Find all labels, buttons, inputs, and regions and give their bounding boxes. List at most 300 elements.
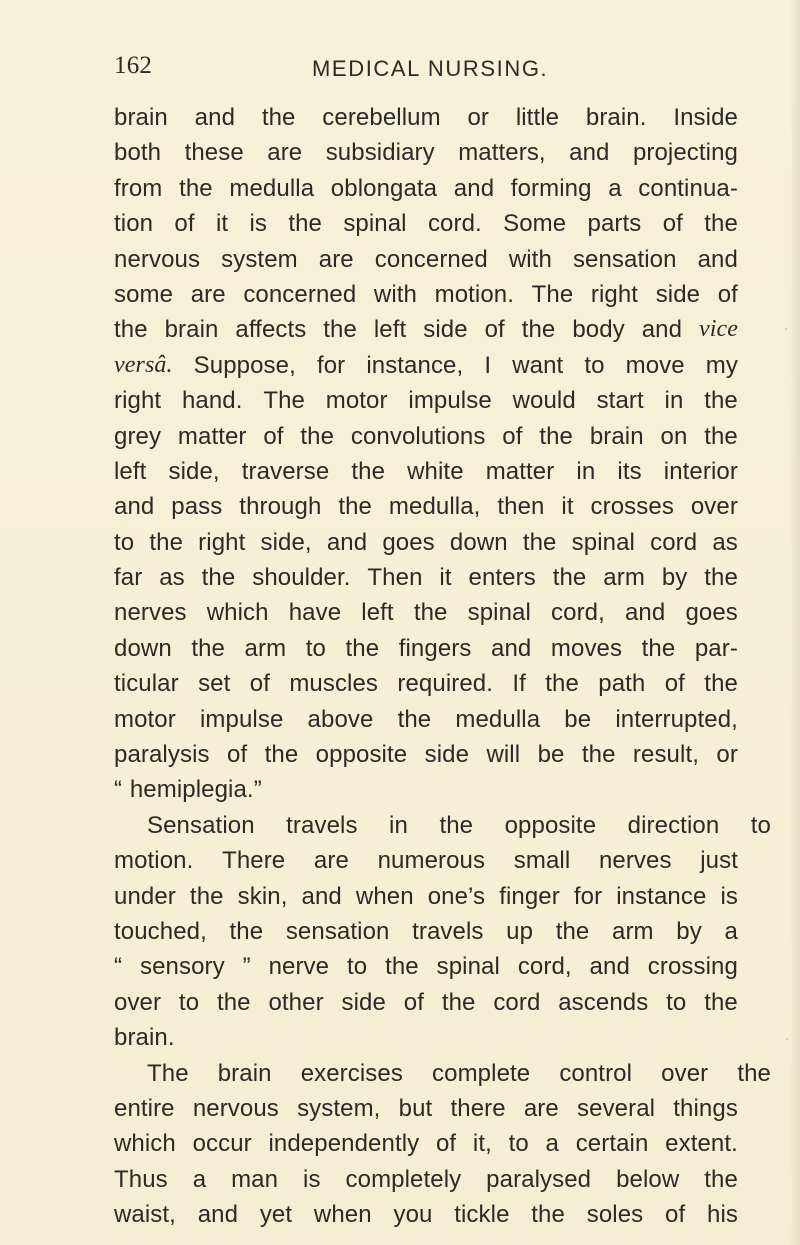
word: to xyxy=(750,811,771,839)
word: both xyxy=(114,139,162,167)
word: the xyxy=(216,988,251,1016)
word: or xyxy=(716,741,738,769)
word: of xyxy=(484,316,505,344)
word: the xyxy=(114,316,148,344)
word: matter xyxy=(485,457,555,485)
word: opposite xyxy=(315,741,408,769)
word: side xyxy=(423,316,468,344)
word: the xyxy=(338,493,372,521)
word: goes xyxy=(382,528,435,556)
word: side, xyxy=(168,457,220,485)
word: There xyxy=(222,847,286,875)
word: of xyxy=(664,670,685,698)
word: the xyxy=(581,741,616,769)
text-line-30 xyxy=(114,1126,738,1161)
word: matter xyxy=(177,422,247,450)
word: will xyxy=(486,741,521,769)
word: concerned xyxy=(374,245,488,273)
word: fingers xyxy=(398,634,472,662)
word: crosses xyxy=(590,493,674,521)
word: below xyxy=(616,1165,680,1193)
text-line-29 xyxy=(114,1091,738,1126)
word: nerves xyxy=(598,847,672,875)
text-line-15 xyxy=(114,595,738,630)
text-line-2 xyxy=(114,135,738,170)
word: The xyxy=(263,387,305,415)
word: travels xyxy=(286,811,358,839)
text-line-16 xyxy=(114,631,738,666)
word: body xyxy=(572,316,625,344)
word: far xyxy=(114,564,143,592)
text-line-3 xyxy=(114,171,738,206)
word: of xyxy=(263,422,284,450)
word: spinal xyxy=(436,953,500,981)
word: in xyxy=(576,457,596,485)
word: occur xyxy=(192,1130,252,1158)
paper-speck xyxy=(418,1176,420,1178)
word: is xyxy=(249,210,268,238)
word: of xyxy=(403,988,424,1016)
word: right xyxy=(590,280,639,308)
word: in xyxy=(664,387,684,415)
word: the xyxy=(704,564,738,592)
word: yet xyxy=(259,1201,293,1229)
word: down xyxy=(449,528,508,556)
word: and xyxy=(453,174,495,202)
word: nervous xyxy=(114,245,201,273)
word: completely xyxy=(345,1165,462,1193)
word: the xyxy=(261,104,296,131)
word: extent. xyxy=(665,1130,738,1158)
word: Sensation xyxy=(147,811,255,839)
word: result, xyxy=(632,741,699,769)
word: cerebellum xyxy=(322,104,441,131)
word: tickle xyxy=(454,1201,510,1229)
text-line-1 xyxy=(114,100,738,135)
word: motor xyxy=(325,387,388,415)
word: the xyxy=(545,670,579,698)
word: a xyxy=(608,174,622,202)
word: interrupted, xyxy=(615,705,738,733)
word: paralysed xyxy=(486,1165,592,1193)
word: the xyxy=(522,528,557,556)
word: the xyxy=(641,634,676,662)
word: start xyxy=(596,387,644,415)
word: matters, xyxy=(458,139,546,167)
word: moves xyxy=(550,634,623,662)
word: finger xyxy=(499,882,560,910)
word: above xyxy=(307,705,374,733)
word: its xyxy=(617,457,642,485)
word: you xyxy=(393,1201,433,1229)
word: are xyxy=(190,280,226,308)
text-line-9 xyxy=(114,383,738,418)
text-line-10 xyxy=(114,419,738,454)
word: oblongata xyxy=(330,174,438,202)
word: cord, xyxy=(517,953,572,981)
word: the xyxy=(351,457,386,485)
word: If xyxy=(512,670,526,698)
word: the xyxy=(704,670,738,698)
word: and xyxy=(326,528,368,556)
word: convolutions xyxy=(350,422,486,450)
paper-speck xyxy=(785,328,787,330)
word: to xyxy=(508,1130,529,1158)
word: to xyxy=(178,988,200,1016)
word: parts xyxy=(587,210,642,238)
word: over xyxy=(690,493,738,521)
word: cord. xyxy=(427,210,482,238)
body-text xyxy=(114,100,771,1233)
word: other xyxy=(268,988,324,1016)
word: hand. xyxy=(181,387,243,415)
word: and xyxy=(197,1201,239,1229)
word: my xyxy=(705,351,738,379)
word: man xyxy=(231,1165,279,1193)
text-line-22 xyxy=(114,843,738,878)
word: Inside xyxy=(673,104,738,131)
word: impulse xyxy=(408,387,492,415)
word: required. xyxy=(397,670,494,698)
word: and xyxy=(491,634,532,662)
word: Some xyxy=(503,210,567,238)
word: and xyxy=(114,493,155,521)
word: the xyxy=(179,174,213,202)
word: on xyxy=(660,422,688,450)
word: Then xyxy=(367,564,423,592)
word: brain xyxy=(164,316,219,344)
word: sensation xyxy=(285,917,390,945)
word: are xyxy=(313,847,349,875)
word: nerve xyxy=(268,953,330,981)
word: it xyxy=(215,210,229,238)
word: medulla, xyxy=(388,493,481,521)
word: for xyxy=(573,882,603,910)
word: paralysis xyxy=(114,741,210,769)
word: of xyxy=(502,422,523,450)
word: to xyxy=(666,988,687,1016)
text-line-8 xyxy=(114,348,738,383)
word: arm xyxy=(244,634,287,662)
word: and xyxy=(624,599,666,627)
word: soles xyxy=(586,1201,644,1229)
word: the xyxy=(737,1059,771,1087)
page-header xyxy=(114,52,740,84)
word: which xyxy=(114,1130,176,1158)
word: as xyxy=(712,528,738,556)
word: and xyxy=(194,104,236,131)
text-line-20: “ hemiplegia.” xyxy=(114,776,262,804)
word: brain xyxy=(589,422,644,450)
word: up xyxy=(506,917,534,945)
word: the xyxy=(521,316,556,344)
word: it xyxy=(439,564,452,592)
word: travels xyxy=(412,917,484,945)
word: through xyxy=(239,493,322,521)
word: as xyxy=(159,564,185,592)
word: “ xyxy=(114,953,123,981)
word: impulse xyxy=(200,705,284,733)
word: the xyxy=(345,634,380,662)
word: sensation xyxy=(572,245,677,273)
text-line-23 xyxy=(114,879,738,914)
word: the xyxy=(189,882,224,910)
paper-speck xyxy=(786,1038,788,1040)
word: tion xyxy=(114,210,154,238)
word: exercises xyxy=(300,1059,403,1087)
running-head: MEDICAL NURSING. xyxy=(312,56,549,81)
word: white xyxy=(407,457,464,485)
word: just xyxy=(700,847,738,875)
italic-word: vice xyxy=(698,316,738,343)
word: which xyxy=(206,599,269,627)
text-line-11 xyxy=(114,454,738,489)
word: arm xyxy=(612,917,654,945)
word: the xyxy=(552,564,587,592)
word: there xyxy=(450,1094,506,1122)
word: over xyxy=(661,1059,709,1087)
word: the xyxy=(704,988,738,1016)
word: move xyxy=(625,351,685,379)
word: instance xyxy=(616,882,707,910)
word: spinal xyxy=(343,210,407,238)
italic-word: versâ. xyxy=(114,351,173,378)
word: the xyxy=(300,422,335,450)
word: shoulder. xyxy=(252,564,351,592)
word: path xyxy=(598,670,646,698)
word: ticular xyxy=(114,670,179,698)
word: several xyxy=(577,1094,656,1122)
word: nerves xyxy=(114,599,187,627)
word: the xyxy=(323,316,357,344)
word: ascends xyxy=(558,988,649,1016)
word: to xyxy=(114,528,135,556)
word: with xyxy=(373,280,417,308)
word: par- xyxy=(694,634,738,662)
word: nervous xyxy=(192,1094,279,1122)
word: the xyxy=(191,634,225,662)
word: Suppose, xyxy=(193,351,296,379)
word: side, xyxy=(260,528,312,556)
word: and xyxy=(301,882,342,910)
word: the xyxy=(704,210,738,238)
word: certain xyxy=(575,1130,649,1158)
word: the xyxy=(149,528,184,556)
word: the xyxy=(439,811,474,839)
word: is xyxy=(303,1165,321,1193)
word: his xyxy=(707,1201,738,1229)
word: to xyxy=(346,953,368,981)
word: by xyxy=(661,564,688,592)
word: are xyxy=(523,1094,559,1122)
word: side xyxy=(424,741,470,769)
word: a xyxy=(724,917,738,945)
word: the xyxy=(539,422,573,450)
word: in xyxy=(389,811,408,839)
word: when xyxy=(355,882,414,910)
word: are xyxy=(318,245,354,273)
word: left xyxy=(361,599,394,627)
word: to xyxy=(305,634,326,662)
word: side xyxy=(341,988,386,1016)
word: of xyxy=(665,1201,686,1229)
word: and xyxy=(589,953,630,981)
word: the xyxy=(555,917,590,945)
word: some xyxy=(114,280,174,308)
word: to xyxy=(584,351,605,379)
word: from xyxy=(114,174,163,202)
word: of xyxy=(249,670,270,698)
word: over xyxy=(114,988,162,1016)
word: concerned xyxy=(243,280,357,308)
word: right xyxy=(198,528,246,556)
word: cord xyxy=(493,988,541,1016)
word: independently xyxy=(268,1130,420,1158)
word: traverse xyxy=(241,457,330,485)
word: grey xyxy=(114,422,162,450)
word: control xyxy=(559,1059,633,1087)
word: right xyxy=(114,387,162,415)
word: for xyxy=(316,351,346,379)
word: would xyxy=(512,387,576,415)
word: of xyxy=(174,210,195,238)
word: cord xyxy=(650,528,698,556)
word: direction xyxy=(627,811,720,839)
word: of xyxy=(717,280,738,308)
word: muscles xyxy=(289,670,379,698)
word: the xyxy=(385,953,419,981)
word: side xyxy=(655,280,701,308)
word: left xyxy=(373,316,407,344)
word: one’s xyxy=(427,882,486,910)
word: brain. xyxy=(585,104,647,131)
word: continua- xyxy=(638,174,738,202)
word: ” xyxy=(242,953,251,981)
word: are xyxy=(267,139,303,167)
word: the xyxy=(704,422,738,450)
word: it, xyxy=(472,1130,492,1158)
word: skin, xyxy=(237,882,288,910)
text-line-28 xyxy=(114,1056,771,1091)
word: brain xyxy=(114,104,168,131)
word: I xyxy=(484,351,492,379)
word: motion. xyxy=(434,280,515,308)
word: the xyxy=(531,1201,565,1229)
word: and xyxy=(641,316,683,344)
word: the xyxy=(441,988,476,1016)
word: of xyxy=(227,741,248,769)
word: The xyxy=(531,280,574,308)
word: a xyxy=(545,1130,559,1158)
word: and xyxy=(697,245,738,273)
text-line-18 xyxy=(114,702,738,737)
word: set xyxy=(198,670,231,698)
word: opposite xyxy=(504,811,597,839)
word: the xyxy=(397,705,432,733)
text-line-4 xyxy=(114,206,738,241)
word: or xyxy=(467,104,490,131)
word: spinal xyxy=(571,528,635,556)
word: crossing xyxy=(647,953,738,981)
word: the xyxy=(264,741,299,769)
word: of xyxy=(662,210,683,238)
word: little xyxy=(515,104,560,131)
text-line-31 xyxy=(114,1162,738,1197)
word: sensory xyxy=(139,953,225,981)
word: left xyxy=(114,457,147,485)
word: by xyxy=(676,917,702,945)
word: waist, xyxy=(114,1201,176,1229)
page-number: 162 xyxy=(114,52,153,79)
word: with xyxy=(508,245,552,273)
text-line-26 xyxy=(114,985,738,1020)
word: and xyxy=(569,139,610,167)
word: the xyxy=(229,917,264,945)
word: medulla xyxy=(455,705,541,733)
text-line-19 xyxy=(114,737,738,772)
word: subsidiary xyxy=(325,139,435,167)
word: then xyxy=(497,493,545,521)
text-line-27: brain. xyxy=(114,1024,175,1052)
word: is xyxy=(720,882,738,910)
text-line-5 xyxy=(114,242,738,277)
text-line-6 xyxy=(114,277,738,312)
text-line-17 xyxy=(114,666,738,701)
word: when xyxy=(313,1201,372,1229)
word: but xyxy=(398,1094,433,1122)
text-line-32 xyxy=(114,1197,738,1232)
text-line-14 xyxy=(114,560,738,595)
page-edge-shadow xyxy=(790,0,800,1245)
word: Thus xyxy=(114,1165,168,1193)
word: have xyxy=(288,599,342,627)
word: it xyxy=(561,493,574,521)
paper-speck xyxy=(435,1178,437,1180)
word: the xyxy=(704,387,738,415)
word: interior xyxy=(663,457,738,485)
word: the xyxy=(201,564,236,592)
word: instance, xyxy=(366,351,464,379)
word: numerous xyxy=(377,847,486,875)
word: a xyxy=(192,1165,207,1193)
word: be xyxy=(537,741,565,769)
word: these xyxy=(184,139,244,167)
word: medulla xyxy=(229,174,315,202)
text-line-12 xyxy=(114,489,738,524)
word: pass xyxy=(171,493,223,521)
word: of xyxy=(435,1130,457,1158)
word: forming xyxy=(510,174,592,202)
word: want xyxy=(512,351,564,379)
word: enters xyxy=(468,564,536,592)
word: spinal xyxy=(467,599,531,627)
word: goes xyxy=(685,599,738,627)
text-line-21 xyxy=(114,808,771,843)
word: system, xyxy=(297,1094,381,1122)
word: affects xyxy=(235,316,307,344)
word: down xyxy=(114,634,172,662)
word: complete xyxy=(432,1059,531,1087)
word: motion. xyxy=(114,847,194,875)
text-line-7 xyxy=(114,312,738,347)
word: projecting xyxy=(632,139,738,167)
word: system xyxy=(221,245,298,273)
word: touched, xyxy=(114,917,207,945)
word: the xyxy=(413,599,448,627)
word: cord, xyxy=(551,599,605,627)
text-line-25 xyxy=(114,949,738,984)
word: entire xyxy=(114,1094,175,1122)
